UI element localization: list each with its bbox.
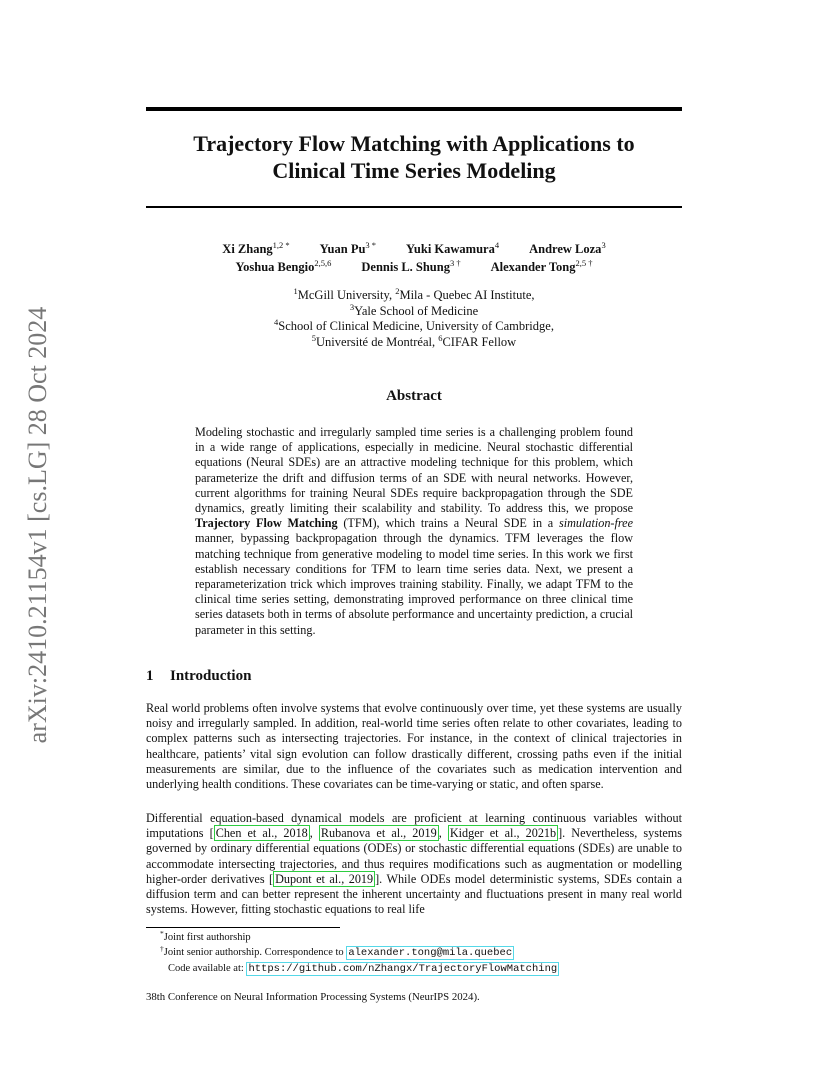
section-number: 1 xyxy=(146,668,154,684)
title-line-1: Trajectory Flow Matching with Applications to xyxy=(193,131,635,156)
footnote-1: *Joint first authorship xyxy=(160,929,251,943)
title-bottom-rule xyxy=(146,206,682,208)
abstract-heading: Abstract xyxy=(386,388,442,404)
author-row-2 xyxy=(146,258,682,276)
author: Yuan $Pu^{3 *}$ xyxy=(319,240,377,256)
title-line-2: Clinical Time Series Modeling xyxy=(272,158,556,183)
paper-title xyxy=(146,130,682,184)
author: Andrew Loza$^3$ xyxy=(529,240,606,256)
citation-link[interactable]: Rubanova et al., 2019 xyxy=(320,826,437,841)
citation-link[interactable]: Chen et al., 2018 xyxy=(215,826,308,841)
code-url-link[interactable]: https://github.com/nZhangx/TrajectoryFlowMatching xyxy=(248,963,558,975)
author-list xyxy=(146,240,682,276)
section-heading-introduction xyxy=(146,668,251,685)
affiliation-line: $^4$School of Clinical Medicine, University of Cambridge, xyxy=(274,317,554,333)
section-title: Introduction xyxy=(170,668,252,684)
arxiv-identifier: arXiv:2410.21154v1 [cs.LG] 28 Oct 2024 xyxy=(23,306,52,744)
affiliations xyxy=(146,288,682,350)
author: Yuki Kawamura$^4$ xyxy=(406,240,500,256)
arxiv-sidebar-stamp xyxy=(18,290,58,760)
email-link[interactable]: alexander.tong@mila.quebec xyxy=(348,947,513,959)
affiliation-line: $^1$McGill University, $^2$Mila - Quebec AI Institute, xyxy=(293,286,535,302)
intro-paragraph-1: Real world problems often involve systems that evolve continuously over time, yet these systems are usually noisy and irregularly sampled. In addition, real-world time series often relate to other covariates, leading to complex patterns such as intersecting trajectories. For instance, in the context of clinical trajectories in healthcare, patients’ vital sign evolution can follow drastically different, crossing paths even if the initial measurements are similar, due to the influence of the covariates such as medication intervention and underlying health conditions. These covariates can be time-varying or static, and often sparse. xyxy=(146,701,682,792)
footnote-2: †Joint senior authorship. Correspondence to alexander.tong@mila.quebec xyxy=(160,944,513,959)
abstract-text: Modeling stochastic and irregularly sampled time series is a challenging problem found in a wide range of applications, especially in medicine. Neural stochastic differential equations (Neural SDEs) are an attractive modeling technique for this problem, which parameterize the drift and diffusion terms of an SDE with neural networks. However, current algorithms for training Neural SDEs require backpropagation through the SDE dynamics, greatly limiting their scalability and stability. To address this, we propose Trajectory Flow Matching (TFM), which trains a Neural SDE in a simulation-free manner, bypassing backpropagation through the dynamics. TFM leverages the flow matching technique from generative modeling to model time series. In this work we first establish necessary conditions for TFM to learn time series data. Next, we present a reparameterization trick which improves training stability. Finally, we adapt TFM to the clinical time series setting, demonstrating improved performance on three clinical time series datasets both in terms of absolute performance and uncertainty prediction, a crucial parameter in this setting. xyxy=(195,425,633,637)
citation-link[interactable]: Kidger et al., 2021b xyxy=(449,826,557,841)
citation-link[interactable]: Dupont et al., 2019 xyxy=(275,871,374,886)
venue-footer: 38th Conference on Neural Information Processing Systems (NeurIPS 2024). xyxy=(146,991,480,1003)
footnote-code: Code available at: https://github.com/nZhangx/TrajectoryFlowMatching xyxy=(168,963,558,975)
footnotes xyxy=(160,930,680,977)
affiliation-line: $^5$Université de Montréal, $^6$CIFAR Fellow xyxy=(311,332,517,349)
author: Xi Zhang$^{1,2 *}$ xyxy=(222,240,290,256)
author: Alexander Tong$^{2,5 \dagger}$ xyxy=(490,258,593,274)
author: Dennis L. Shung$^{3 \dagger}$ xyxy=(361,258,461,274)
intro-paragraph-2: Differential equation-based dynamical models are proficient at learning continuous variables without imputations [ Chen et al., 2018 , Rubanova et al., 2019 , Kidger et al., 2021b ]. Nevertheless, systems governed by ordinary differential equations (ODEs) or stochastic differential equations (SDEs) are unable to accommodate intersecting trajectories, and thus requires modifications such as augmentation or modelling higher-order derivatives [ Dupont et al., 2019 ]. While ODEs model deterministic systems, SDEs contain a diffusion term and can better represent the inherent uncertainty and fluctuations present in many real world systems. However, fitting stochastic equations to real life xyxy=(146,811,682,917)
title-top-rule xyxy=(146,107,682,111)
footnote-rule xyxy=(146,927,340,928)
author: Yoshua Bengio$^{2,5,6}$ xyxy=(235,258,332,274)
affiliation-line: $^3$Yale School of Medicine xyxy=(349,301,479,318)
author-row-1 xyxy=(146,240,682,258)
